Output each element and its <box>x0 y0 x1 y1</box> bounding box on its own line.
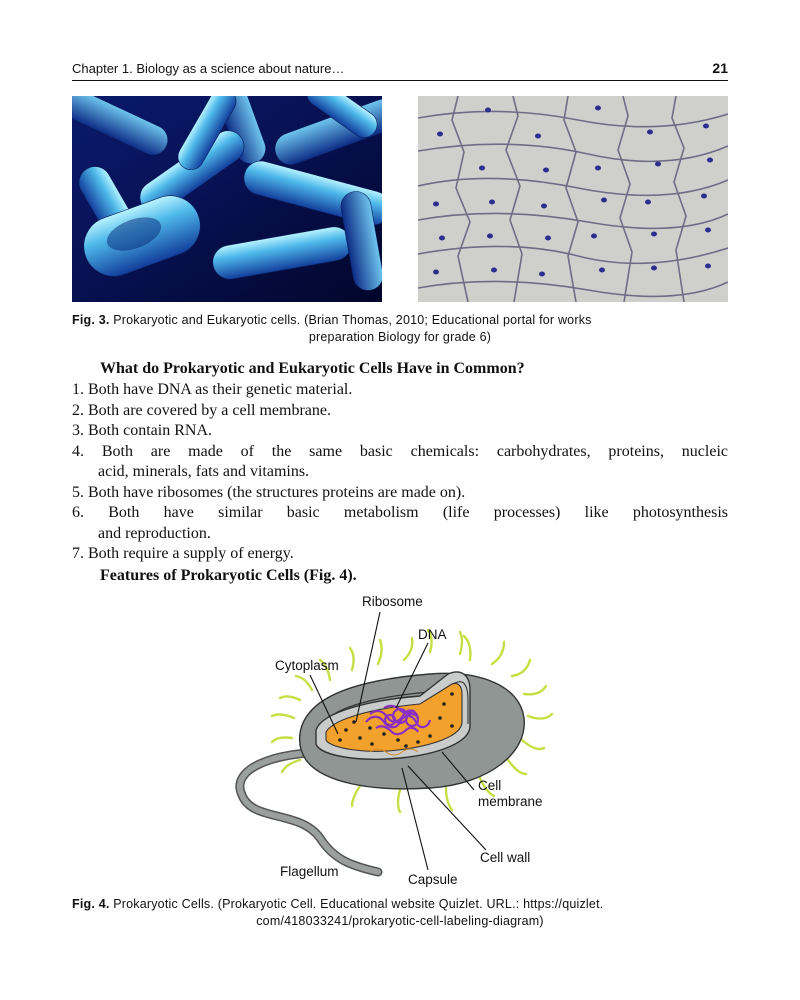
chapter-title: Chapter 1. Biology as a science about nature… <box>72 61 345 76</box>
figure-3-caption-line2: preparation Biology for grade 6) <box>308 330 492 344</box>
figure-4-caption <box>72 896 728 930</box>
list-item: 4. Both are made of the same basic chemicals: carbohydrates, proteins, nucleic acid, minerals, fats and vitamins. <box>72 442 728 480</box>
page-number: 21 <box>712 60 728 76</box>
list-item: 7. Both require a supply of energy. <box>72 545 294 562</box>
figure-4-caption-line2: com/418033241/prokaryotic-cell-labeling-diagram) <box>256 914 544 928</box>
label-cell-wall: Cell wall <box>480 850 531 865</box>
figure-4-caption-line1: Prokaryotic Cells. (Prokaryotic Cell. Educational website Quizlet. URL.: https://quizlet. <box>113 897 604 911</box>
prokaryotic-cell-diagram <box>230 590 570 890</box>
prokaryotic-cells-photo <box>72 96 382 302</box>
header-rule <box>72 80 728 81</box>
figure-3-caption-line1: Prokaryotic and Eukaryotic cells. (Brian Thomas, 2010; Educational portal for works <box>113 313 592 327</box>
label-ribosome: Ribosome <box>362 594 423 609</box>
running-head <box>72 60 728 76</box>
list-item: 5. Both have ribosomes (the structures proteins are made on). <box>72 483 466 501</box>
list-item: 1. Both have DNA as their genetic material. <box>72 381 353 398</box>
list-item: 6. Both have similar basic metabolism (life processes) like photosynthesis and reproduction. <box>72 504 728 542</box>
label-cell-membrane-line1: Cell <box>478 778 502 793</box>
common-features-list <box>72 380 728 565</box>
prokaryotic-features-heading: Features of Prokaryotic Cells (Fig. 4). <box>100 567 357 584</box>
eukaryotic-cells-photo <box>418 96 728 302</box>
label-flagellum: Flagellum <box>280 864 339 879</box>
label-cell-membrane-line2: membrane <box>478 794 543 809</box>
label-capsule: Capsule <box>408 872 458 887</box>
figure-4-label: Fig. 4. <box>72 897 110 911</box>
figure-3-label: Fig. 3. <box>72 313 110 327</box>
common-features-heading: What do Prokaryotic and Eukaryotic Cells Have in Common? <box>100 360 525 377</box>
label-dna: DNA <box>418 627 447 642</box>
list-item: 3. Both contain RNA. <box>72 422 212 439</box>
list-item: 2. Both are covered by a cell membrane. <box>72 401 331 419</box>
label-cytoplasm: Cytoplasm <box>275 658 339 673</box>
figure-3-caption <box>72 312 728 346</box>
